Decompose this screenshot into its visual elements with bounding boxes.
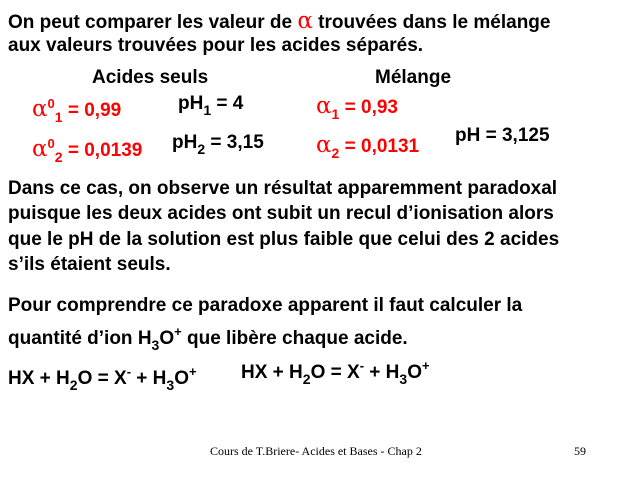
- value-text: = 4: [211, 93, 244, 114]
- alpha-1-mixture-value: [316, 95, 398, 126]
- header-melange: Mélange: [375, 67, 452, 88]
- subscript: 3: [166, 377, 175, 393]
- subscript: 2: [54, 149, 63, 165]
- text-segment: O: [159, 328, 175, 349]
- subscript: 2: [197, 141, 206, 157]
- equation-left: [8, 360, 197, 397]
- intro-text-start: On peut comparer les valeur de: [8, 12, 298, 33]
- intro-line-1: [8, 10, 550, 34]
- ph2-value: [172, 131, 264, 161]
- superscript: 0: [47, 136, 55, 151]
- ph-label: pH: [178, 93, 204, 114]
- value-text: = 3,15: [205, 132, 264, 153]
- ph-mixture-value: pH = 3,125: [455, 125, 550, 146]
- value-text: = 0,93: [339, 97, 398, 118]
- alpha-symbol: α: [297, 8, 313, 34]
- superscript: +: [174, 324, 182, 339]
- header-acides-seuls: Acides seuls: [92, 67, 209, 88]
- subscript: 2: [331, 145, 340, 161]
- equation-part: HX + H: [8, 368, 70, 389]
- value-text: = 0,0131: [339, 136, 420, 157]
- alpha-symbol: α: [32, 136, 48, 162]
- superscript: -: [359, 358, 365, 373]
- equation-part: + H: [364, 362, 400, 383]
- superscript: -: [126, 364, 132, 379]
- equation-part: HX + H: [241, 362, 303, 383]
- superscript: +: [188, 364, 197, 379]
- subscript: 2: [69, 377, 78, 393]
- paragraph-1-line-3: que le pH de la solution est plus faible que celui des 2 acides: [8, 229, 560, 250]
- footer-course: Cours de T.Briere- Acides et Bases - Chap 2: [210, 444, 422, 458]
- superscript: 0: [47, 96, 55, 111]
- paragraph-1-line-4: s’ils étaient seuls.: [8, 254, 171, 275]
- paragraph-1-line-2: puisque les deux acides ont subit un recul d’ionisation alors: [8, 203, 554, 224]
- equation-part: + H: [131, 368, 167, 389]
- alpha-symbol: α: [316, 93, 332, 119]
- alpha-0-1-value: [32, 92, 121, 129]
- equation-right: [241, 354, 430, 391]
- subscript: 1: [331, 106, 340, 122]
- alpha-2-mixture-value: [316, 134, 419, 165]
- subscript: 2: [302, 371, 311, 387]
- equation-part: O: [174, 368, 189, 389]
- alpha-symbol: α: [32, 96, 48, 122]
- alpha-0-2-value: [32, 132, 142, 169]
- value-text: = 0,99: [62, 100, 122, 121]
- subscript: 1: [203, 102, 212, 118]
- ph-label: pH: [172, 132, 198, 153]
- subscript: 3: [151, 337, 160, 353]
- intro-text-end: trouvées dans le mélange: [312, 12, 551, 33]
- equation-part: O = X: [310, 362, 360, 383]
- paragraph-2-line-2: [8, 320, 408, 357]
- text-segment: que libère chaque acide.: [181, 328, 408, 349]
- ph1-value: [178, 92, 243, 122]
- text-segment: quantité d’ion H: [8, 328, 152, 349]
- equation-part: O = X: [77, 368, 127, 389]
- superscript: +: [421, 358, 430, 373]
- page-number: 59: [574, 444, 586, 458]
- subscript: 3: [399, 371, 408, 387]
- subscript: 1: [54, 109, 63, 125]
- value-text: = 0,0139: [62, 140, 143, 161]
- paragraph-1-line-1: Dans ce cas, on observe un résultat apparemment paradoxal: [8, 178, 558, 199]
- intro-line-2: aux valeurs trouvées pour les acides séparés.: [8, 35, 424, 56]
- alpha-symbol: α: [316, 132, 332, 158]
- equation-part: O: [407, 362, 422, 383]
- paragraph-2-line-1: Pour comprendre ce paradoxe apparent il faut calculer la: [8, 295, 523, 316]
